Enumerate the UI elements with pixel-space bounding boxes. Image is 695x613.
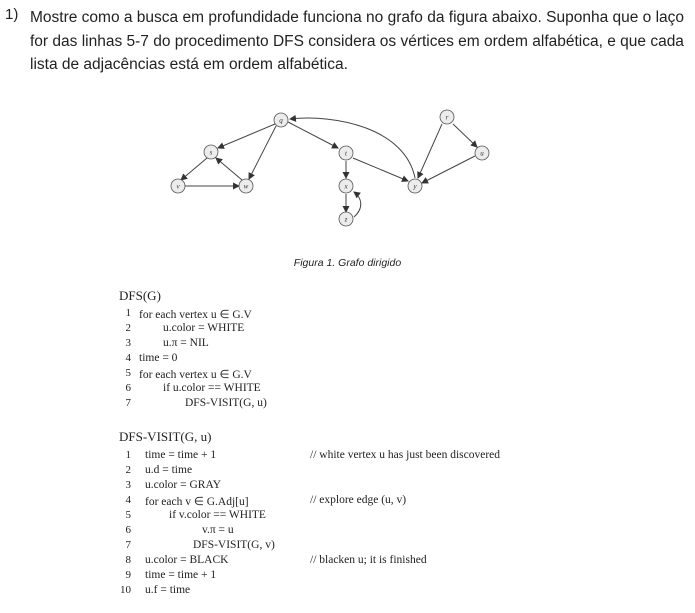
edge-q-w xyxy=(249,126,276,179)
code-text: DFS-VISIT(G, v) xyxy=(193,539,275,551)
line-number: 2 xyxy=(125,322,131,334)
line-number: 5 xyxy=(125,509,131,521)
line-number: 3 xyxy=(125,337,131,349)
line-number: 6 xyxy=(125,524,131,536)
edge-w-s xyxy=(216,158,242,180)
edge-u-y xyxy=(422,156,475,183)
edge-r-u xyxy=(453,124,477,147)
code-comment: // white vertex u has just been discovered xyxy=(310,449,501,461)
code-text: u.color = GRAY xyxy=(145,479,222,491)
directed-graph-figure xyxy=(150,100,510,235)
edge-t-y xyxy=(353,158,408,181)
edge-s-v xyxy=(181,158,207,180)
edge-z-x xyxy=(354,192,361,217)
code-text: u.π = NIL xyxy=(163,337,209,349)
node-label-v: v xyxy=(176,182,180,191)
node-label-r: r xyxy=(445,113,449,122)
line-number: 6 xyxy=(125,382,131,394)
node-label-q: q xyxy=(279,116,283,125)
line-number: 8 xyxy=(125,554,131,566)
dfs-visit-procedure xyxy=(117,449,567,604)
line-number: 3 xyxy=(125,479,131,491)
code-comment: // blacken u; it is finished xyxy=(310,554,427,566)
node-label-u: u xyxy=(480,149,484,158)
code-text: for each vertex u ∈ G.V xyxy=(139,369,252,381)
line-number: 9 xyxy=(125,569,131,581)
code-text: if v.color == WHITE xyxy=(169,509,266,521)
line-number: 4 xyxy=(125,352,131,364)
code-comment: // explore edge (u, v) xyxy=(310,494,407,506)
line-number: 1 xyxy=(125,307,131,319)
edge-r-y xyxy=(418,124,442,178)
line-number: 5 xyxy=(125,367,131,379)
line-number: 2 xyxy=(125,464,131,476)
code-text: u.color = BLACK xyxy=(145,554,229,566)
code-text: u.d = time xyxy=(145,464,193,476)
figure-caption: Figura 1. Grafo dirigido xyxy=(293,257,402,269)
node-label-z: z xyxy=(344,215,348,224)
code-text: DFS-VISIT(G, u) xyxy=(185,397,267,409)
edge-y-q xyxy=(290,118,415,178)
code-text: time = 0 xyxy=(139,352,178,364)
code-text: u.color = WHITE xyxy=(163,322,245,334)
dfs-visit-title: DFS-VISIT(G, u) xyxy=(119,429,212,444)
line-number: 7 xyxy=(125,397,131,409)
code-text: for each vertex u ∈ G.V xyxy=(139,309,252,321)
code-text: time = time + 1 xyxy=(145,449,217,461)
node-label-x: x xyxy=(344,182,348,191)
code-text: u.f = time xyxy=(145,584,191,596)
line-number: 7 xyxy=(125,539,131,551)
code-text: v.π = u xyxy=(202,524,234,536)
question-text: Mostre como a busca em profundidade funciona no grafo da figura abaixo. Suponha que o laço for das linhas 5-7 do procedimento DFS considera os vértices em ordem alfabética, e que cada lista de adjacências está em ordem alfabética. xyxy=(30,9,685,73)
dfs-procedure xyxy=(117,307,417,417)
code-text: if u.color == WHITE xyxy=(163,382,261,394)
line-number: 4 xyxy=(125,494,131,506)
dfs-title: DFS(G) xyxy=(119,288,161,303)
node-label-w: w xyxy=(243,182,249,191)
question-number: 1) xyxy=(5,6,19,23)
code-text: time = time + 1 xyxy=(145,569,217,581)
node-label-y: y xyxy=(413,182,417,191)
line-number: 10 xyxy=(120,584,131,596)
node-label-s: s xyxy=(209,148,213,157)
code-text: for each v ∈ G.Adj[u] xyxy=(145,496,249,508)
node-label-t: t xyxy=(345,149,347,158)
edge-q-t xyxy=(288,122,338,148)
line-number: 1 xyxy=(125,449,131,461)
